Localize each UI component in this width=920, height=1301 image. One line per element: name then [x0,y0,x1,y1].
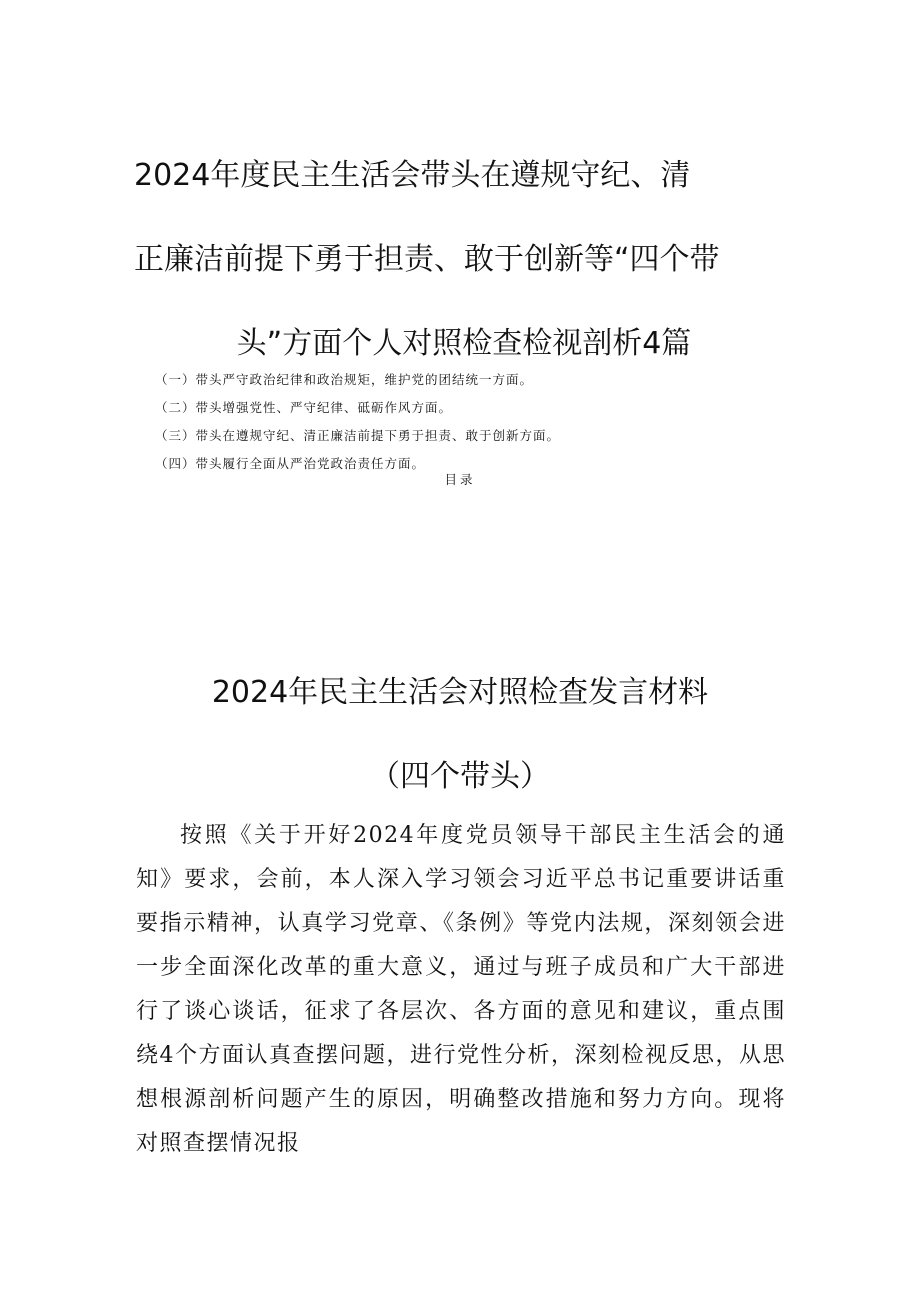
toc-item-1: （一）带头严守政治纪律和政治规矩，维护党的团结统一方面。 [155,372,534,387]
document-title-line-3: 头”方面个人对照检查检视剖析4篇 [236,326,692,361]
document-title-line-2: 正廉洁前提下勇于担责、敢于创新等“四个带 [134,242,720,277]
document-title [134,134,794,386]
toc-item-3: （三）带头在遵规守纪、清正廉洁前提下勇于担责、敢于创新方面。 [155,428,561,443]
toc-item-4: （四）带头履行全面从严治党政治责任方面。 [155,456,426,471]
section-subtitle: （四个带头） [370,759,550,794]
toc-item-2: （二）带头增强党性、严守纪律、砥砺作风方面。 [155,400,453,415]
toc-heading: 目录 [444,472,476,487]
section-title: 2024年民主生活会对照检查发言材料 [211,675,709,710]
table-of-contents [155,366,795,478]
document-title-line-1: 2024年度民主生活会带头在遵规守纪、清 [134,158,691,193]
body-paragraph: 按照《关于开好2024年度党员领导干部民主生活会的通知》要求，会前，本人深入学习领会习近平总书记重要讲话重要指示精神，认真学习党章、《条例》等党内法规，深刻领会进一步全面深化改革的重大意义，通过与班子成员和广大干部进行了谈心谈话，征求了各层次、各方面的意见和建议，重点围绕4个方面认真查摆问题，进行党性分析，深刻检视反思，从思想根源剖析问题产生的原因，明确整改措施和努力方向。现将对照查摆情况报 [136,823,786,1156]
